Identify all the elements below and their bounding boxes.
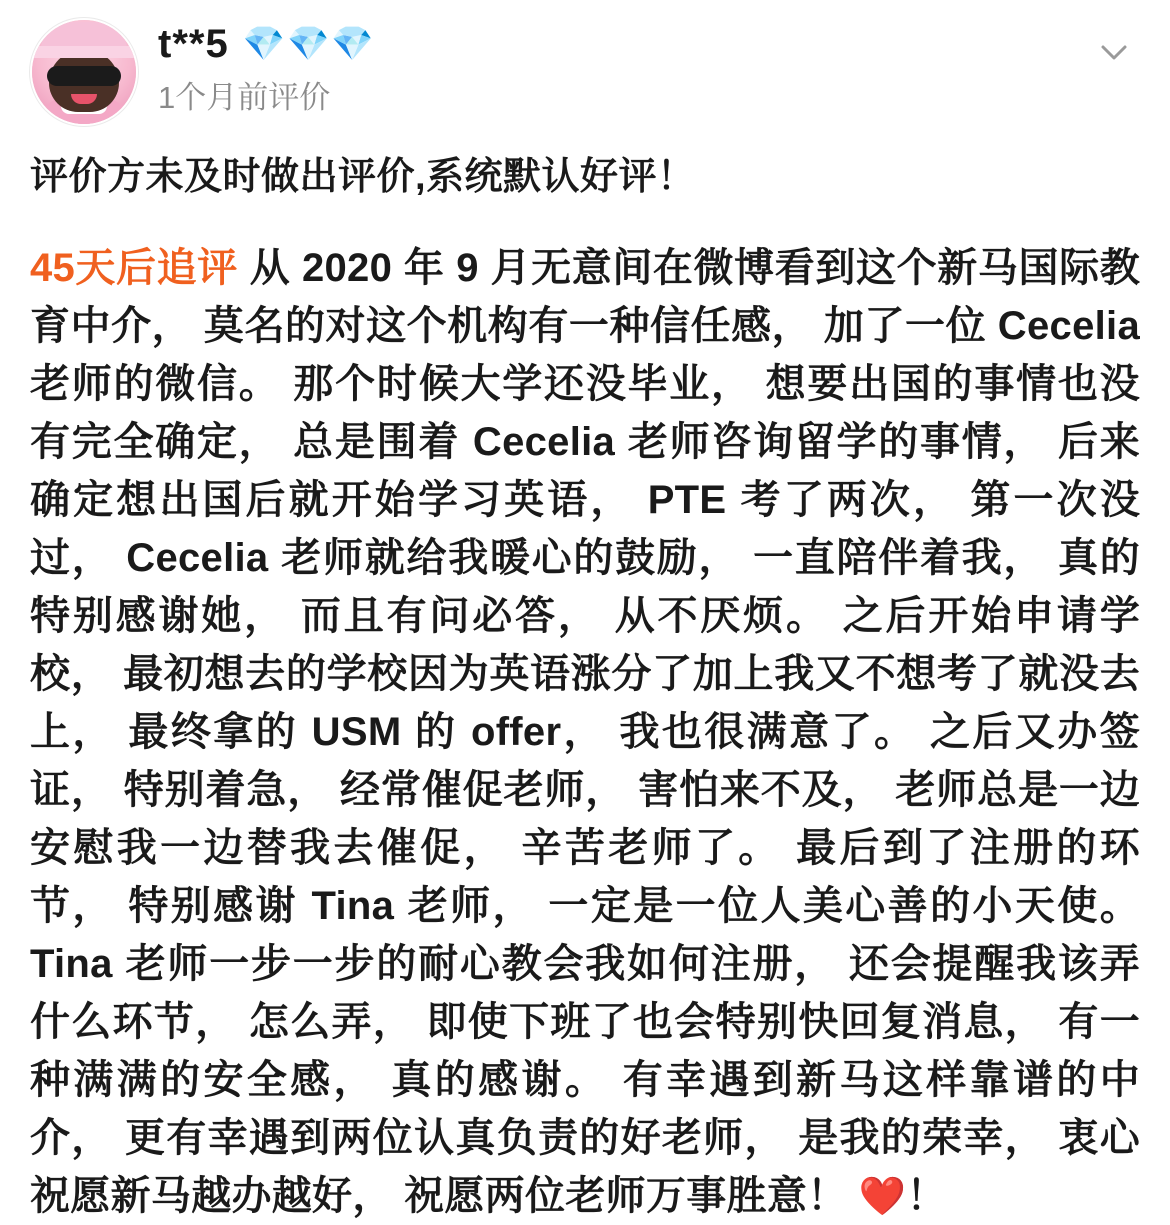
user-name: t**5 [158,22,229,66]
review-header-text [158,18,1140,113]
avatar-hat [41,22,127,56]
append-review-label: 45天后追评 [30,246,238,291]
heart-icon: ❤️ [858,1176,907,1219]
first-comment-text: 评价方未及时做出评价,系统默认好评！ [30,156,696,198]
append-review-tail: ！ [906,1174,947,1219]
chevron-down-icon[interactable] [1094,32,1134,72]
append-review-block [30,239,1140,1225]
review-body [30,152,1140,1225]
diamond-badge-icon: 💎💎💎 [242,25,376,63]
avatar[interactable] [30,18,138,126]
review-date: 1个月前评价 [158,80,331,115]
sunglasses-icon [47,66,121,86]
user-name-row [158,24,1140,64]
append-review-text: 从 2020 年 9 月无意间在微博看到这个新马国际教育中介， 莫名的对这个机构有一种信任感， 加了一位 Cecelia 老师的微信。 那个时候大学还没毕业， 想要出国的事情也没有完全确定， 总是围着 Cecelia 老师咨询留学的事情， 后来确定想出国后就开始学习英语， PTE 考了两次， 第一次没过， Cecelia 老师就给我暖心的鼓励， 一直陪伴着我， 真的特别感谢她， 而且有问必答， 从不厌烦。 之后开始申请学校， 最初想去的学校因为英语涨分了加上我又不想考了就没去上， 最终拿的 USM 的 offer， 我也很满意了。 之后又办签证， 特别着急， 经常催促老师， 害怕来不及， 老师总是一边安慰我一边替我去催促， 辛苦老师了。 最后到了注册的环节， 特别感谢 Tina 老师， 一定是一位人美心善的小天使。 Tina 老师一步一步的耐心教会我如何注册， 还会提醒我该弄什么环节， 怎么弄， 即使下班了也会特别快回复消息， 有一种满满的安全感， 真的感谢。 有幸遇到新马这样靠谱的中介， 更有幸遇到两位认真负责的好老师， 是我的荣幸， 衷心祝愿新马越办越好， 祝愿两位老师万事胜意！ [30,246,1140,1219]
review-header [30,10,1140,126]
